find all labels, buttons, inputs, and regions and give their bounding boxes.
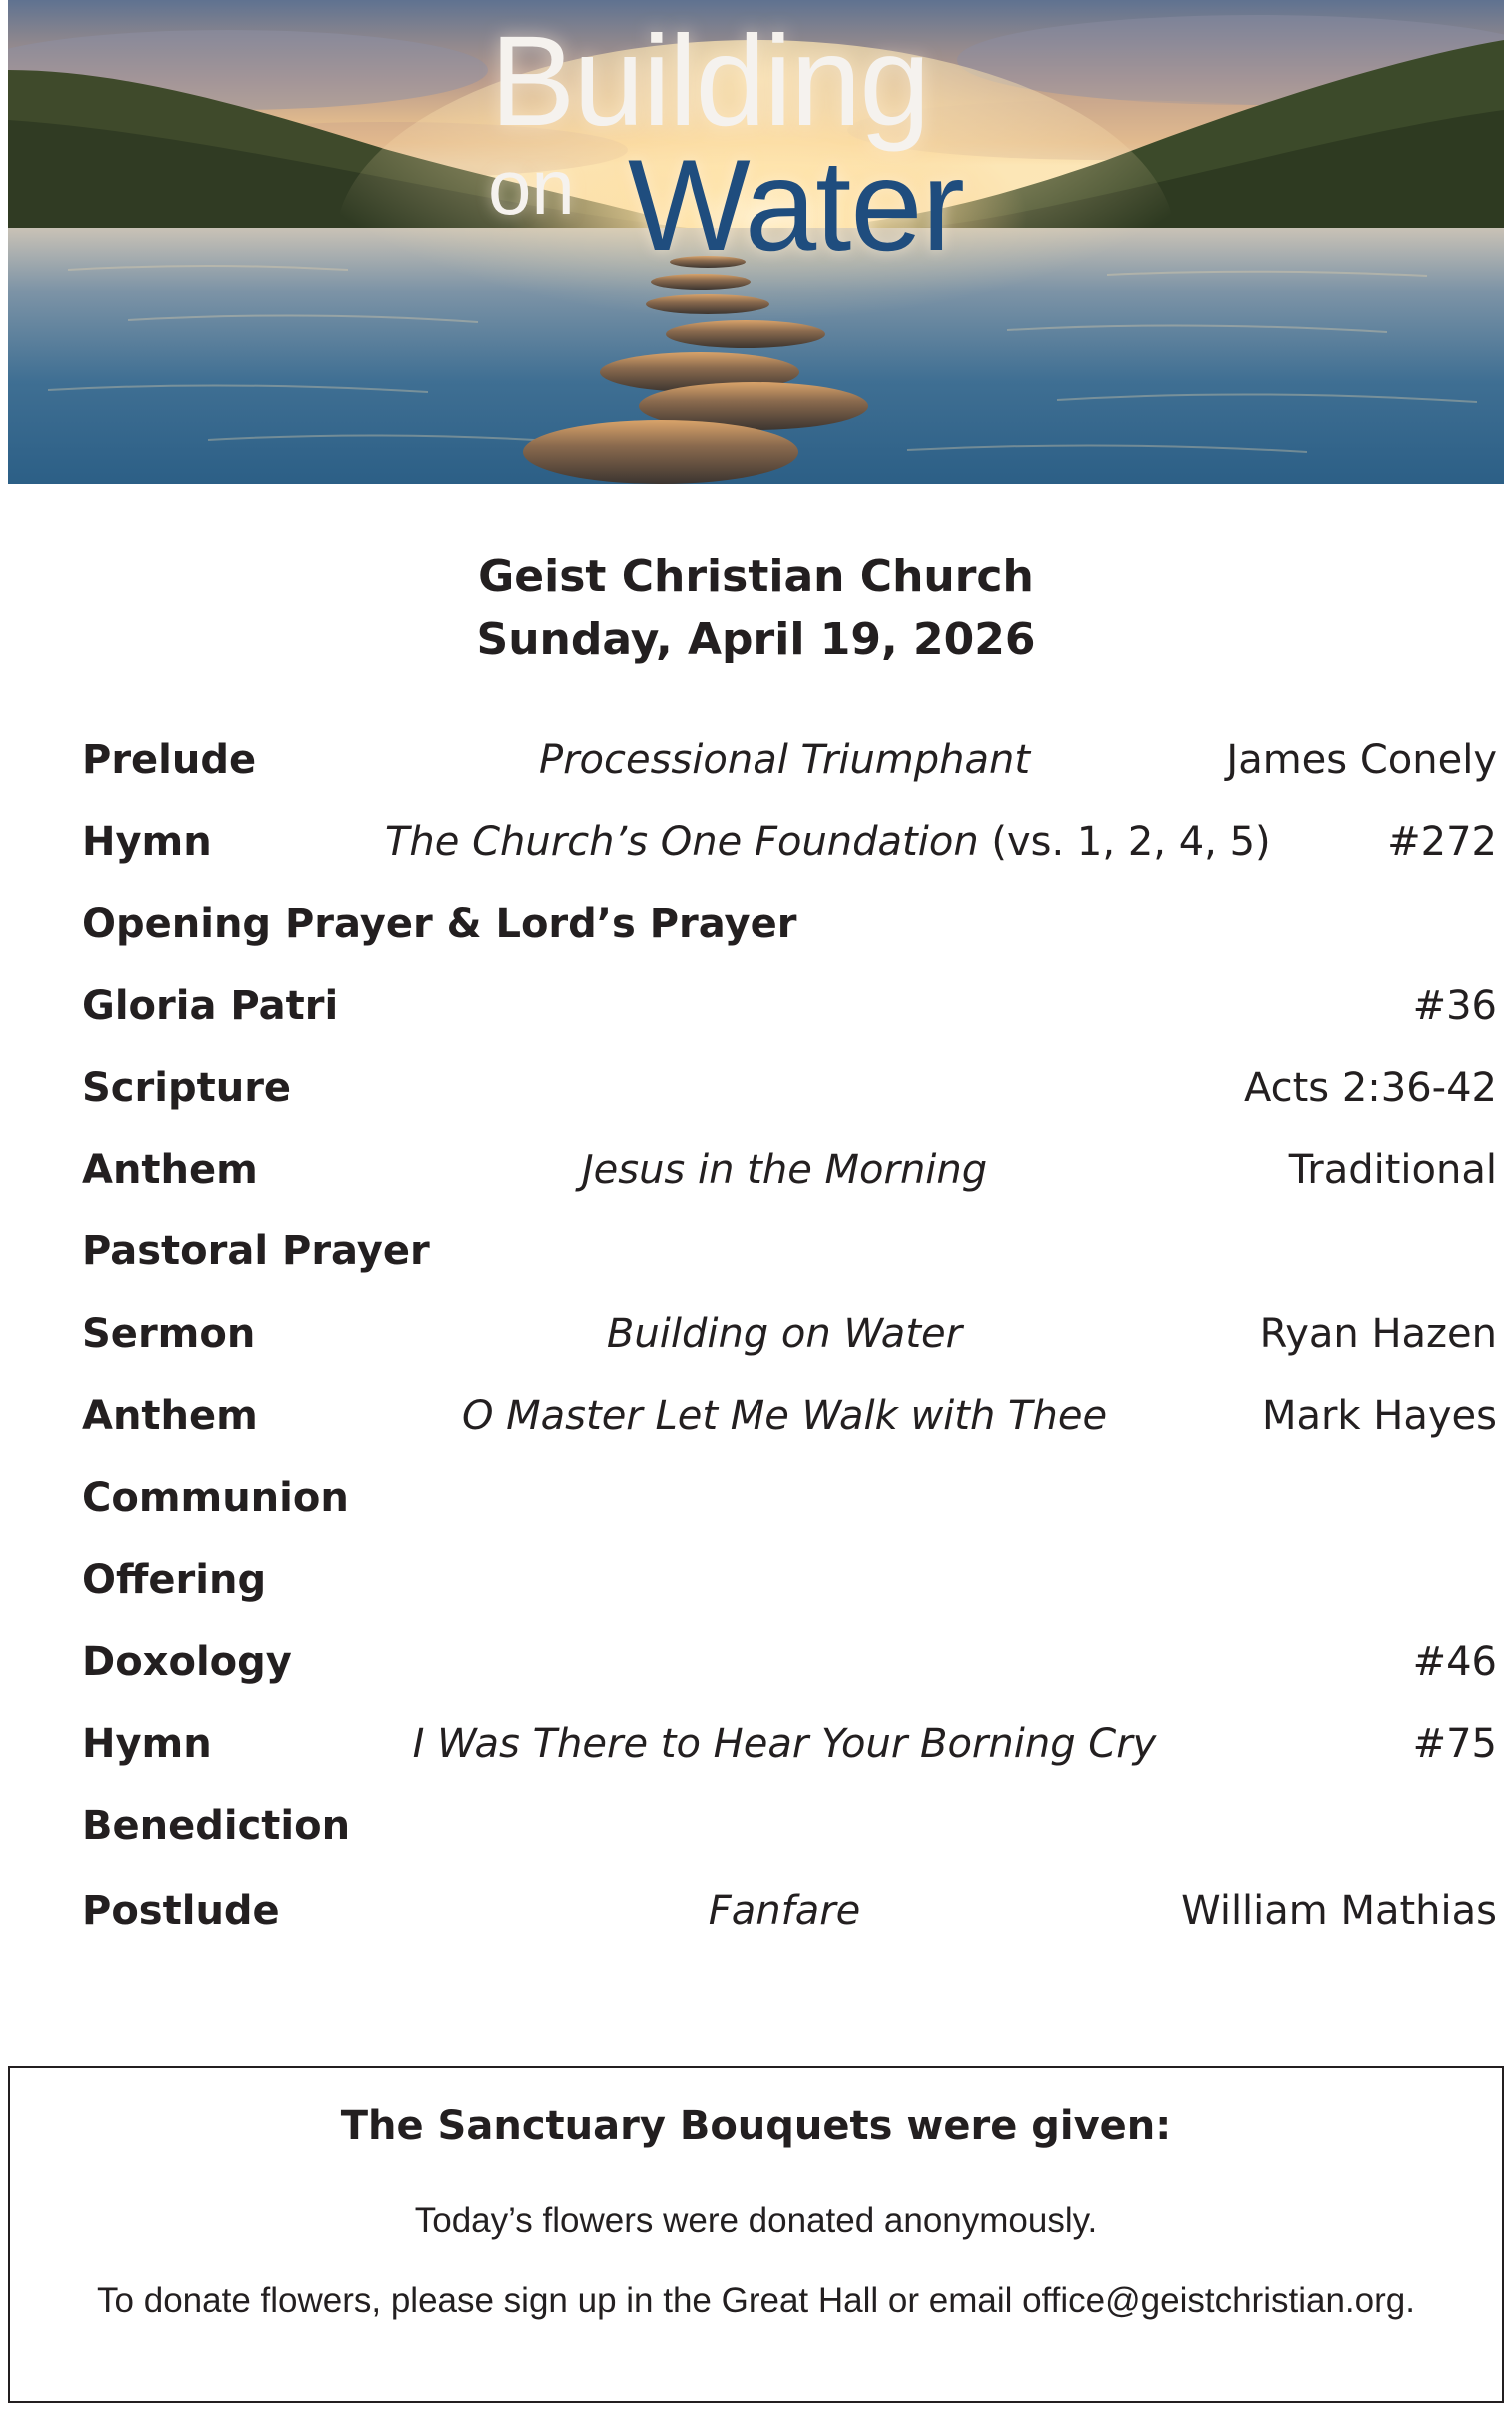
service-item xyxy=(0,1714,1512,1774)
service-item-title xyxy=(385,1140,1184,1200)
service-item xyxy=(0,1550,1512,1610)
service-item xyxy=(0,1881,1512,1941)
service-item-title-italic: Fanfare xyxy=(708,1888,861,1934)
banner-title-water: Water xyxy=(628,132,964,278)
service-item xyxy=(0,1796,1512,1856)
service-item-title xyxy=(385,1304,1184,1364)
flowers-donate-instructions: To donate flowers, please sign up in the Great Hall or email office@geistchristian.org. xyxy=(97,2281,1415,2320)
service-item xyxy=(0,894,1512,954)
service-item xyxy=(0,1304,1512,1364)
service-item-reference: #46 xyxy=(1412,1639,1497,1685)
service-item-reference: Traditional xyxy=(1288,1147,1497,1193)
service-item-title xyxy=(385,1714,1184,1774)
flowers-donor-line: Today’s flowers were donated anonymously. xyxy=(414,2201,1098,2240)
service-item-label: Postlude xyxy=(82,1888,280,1934)
service-item-label: Gloria Patri xyxy=(82,983,339,1029)
service-item-reference: Ryan Hazen xyxy=(1259,1311,1497,1357)
service-item-label: Hymn xyxy=(82,1721,212,1767)
service-item-label: Hymn xyxy=(82,819,212,865)
service-item-reference: James Conely xyxy=(1226,737,1497,783)
service-item-label: Prelude xyxy=(82,737,257,783)
banner-title-building: Building xyxy=(490,10,929,153)
service-item xyxy=(0,1386,1512,1446)
service-date: Sunday, April 19, 2026 xyxy=(476,614,1036,665)
service-item-reference: Acts 2:36-42 xyxy=(1243,1065,1497,1111)
service-item xyxy=(0,1468,1512,1528)
service-item xyxy=(0,1140,1512,1200)
service-item-reference: #75 xyxy=(1412,1721,1497,1767)
service-item-title-italic: O Master Let Me Walk with Thee xyxy=(461,1393,1108,1439)
service-item xyxy=(0,1632,1512,1692)
service-item-label: Sermon xyxy=(82,1311,256,1357)
service-item xyxy=(0,1221,1512,1281)
service-item-label: Opening Prayer & Lord’s Prayer xyxy=(82,901,797,947)
flowers-notice-box xyxy=(8,2066,1504,2403)
service-item-reference: #36 xyxy=(1412,983,1497,1029)
service-item-label: Anthem xyxy=(82,1393,258,1439)
service-item-label: Benediction xyxy=(82,1803,351,1849)
service-item xyxy=(0,730,1512,790)
service-item-label: Doxology xyxy=(82,1639,292,1685)
flowers-heading: The Sanctuary Bouquets were given: xyxy=(340,2103,1172,2149)
service-item-label: Pastoral Prayer xyxy=(82,1228,430,1274)
service-item-label: Anthem xyxy=(82,1147,258,1193)
service-item-title-italic: The Church’s One Foundation xyxy=(385,819,979,865)
service-item-title-italic: Building on Water xyxy=(606,1311,963,1357)
service-item xyxy=(0,976,1512,1036)
service-item-label: Communion xyxy=(82,1475,349,1521)
service-item-reference: #272 xyxy=(1387,819,1497,865)
service-item-title-suffix: (vs. 1, 2, 4, 5) xyxy=(978,819,1271,865)
service-item xyxy=(0,1058,1512,1118)
service-item-label: Scripture xyxy=(82,1065,292,1111)
banner-image xyxy=(8,0,1504,484)
service-item-title xyxy=(385,812,1271,872)
service-item-label: Offering xyxy=(82,1557,267,1603)
service-item-title-italic: I Was There to Hear Your Borning Cry xyxy=(412,1721,1157,1767)
service-item-title xyxy=(385,730,1184,790)
service-item-reference: William Mathias xyxy=(1181,1888,1497,1934)
service-item-title-italic: Processional Triumphant xyxy=(538,737,1031,783)
service-item-title-italic: Jesus in the Morning xyxy=(581,1147,988,1193)
service-item-title xyxy=(385,1386,1184,1446)
banner-title-on: on xyxy=(488,143,575,231)
service-item xyxy=(0,812,1512,872)
service-item-reference: Mark Hayes xyxy=(1261,1393,1497,1439)
banner-title xyxy=(8,0,1504,484)
church-name: Geist Christian Church xyxy=(478,551,1034,602)
service-item-title xyxy=(385,1881,1184,1941)
bulletin-header xyxy=(0,545,1512,671)
